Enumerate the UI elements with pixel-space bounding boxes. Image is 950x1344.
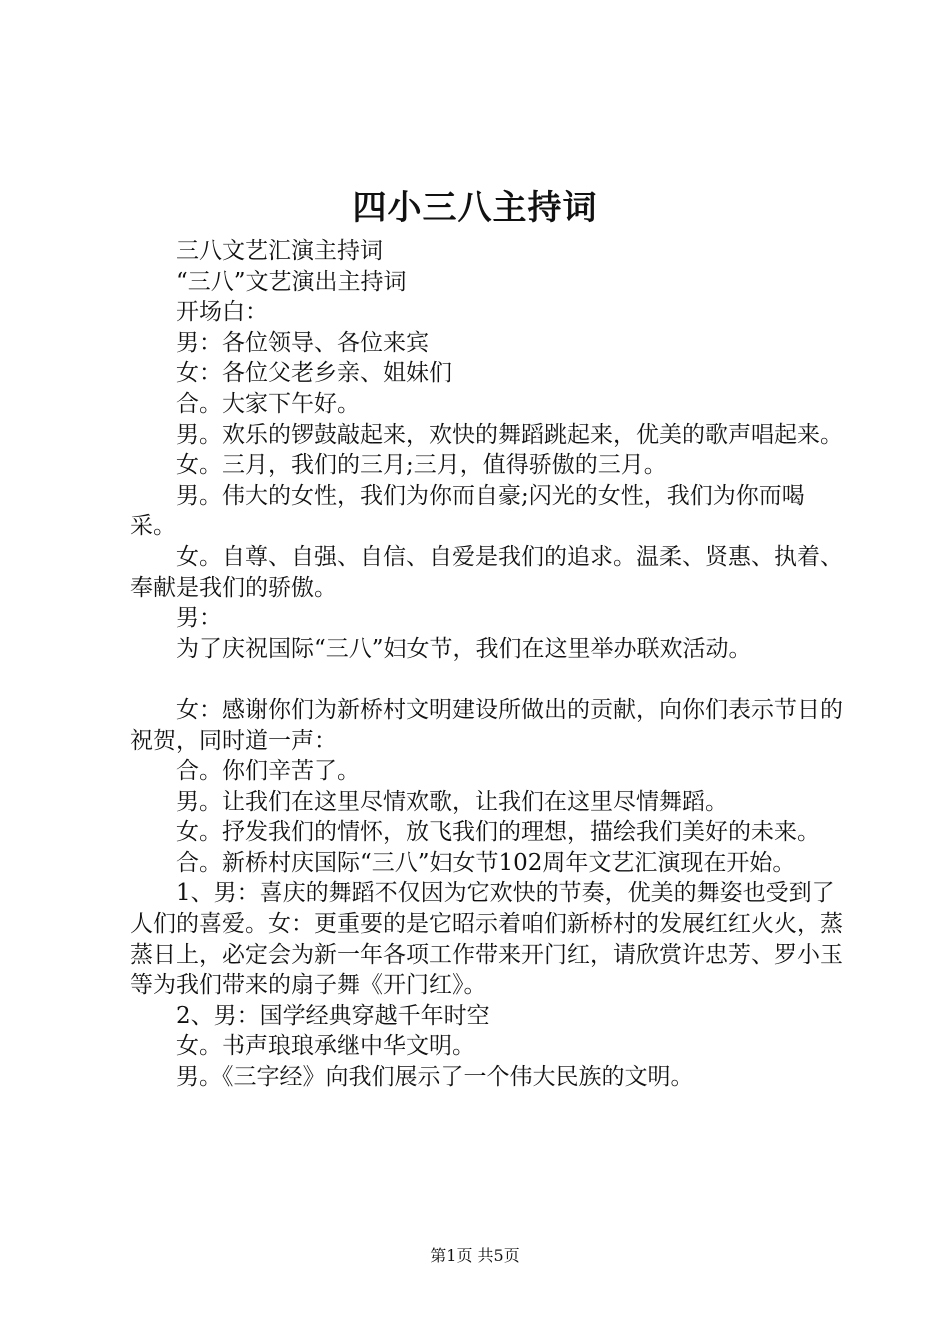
- paragraph: 男：各位领导、各位来宾: [176, 329, 429, 356]
- paragraph: “三八”文艺演出主持词: [176, 268, 407, 295]
- paragraph: 男。《三字经》向我们展示了一个伟大民族的文明。: [176, 1064, 694, 1091]
- paragraph: 女：感谢你们为新桥村文明建设所做出的贡献，向你们表示节日的祝贺，同时道一声：: [130, 696, 843, 754]
- paragraph: 合。新桥村庆国际“三八”妇女节102周年文艺汇演现在开始。: [176, 849, 796, 876]
- paragraph: 开场白：: [176, 299, 268, 326]
- paragraph: 1、男：喜庆的舞蹈不仅因为它欢快的节奏，优美的舞姿也受到了人们的喜爱。女：更重要的是它昭示着咱们新桥村的发展红红火火，蒸蒸日上，必定会为新一年各项工作带来开门红，请欣赏许忠芳、罗小玉等为我们带来的扇子舞《开门红》。: [130, 880, 843, 999]
- paragraph: 女。自尊、自强、自信、自爱是我们的追求。温柔、贤惠、执着、奉献是我们的骄傲。: [130, 543, 843, 601]
- paragraph: 三八文艺汇演主持词: [176, 238, 383, 264]
- paragraph: 女：各位父老乡亲、姐妹们: [176, 360, 452, 387]
- document-body: [130, 236, 845, 1093]
- document-title: 四小三八主持词: [352, 188, 598, 228]
- paragraph: 合。大家下午好。: [176, 390, 360, 417]
- paragraph: 合。你们辛苦了。: [176, 758, 360, 785]
- paragraph: 男。欢乐的锣鼓敲起来，欢快的舞蹈跳起来，优美的歌声唱起来。: [176, 421, 843, 448]
- paragraph: 男。让我们在这里尽情欢歌，让我们在这里尽情舞蹈。: [176, 788, 728, 815]
- paragraph: 男。伟大的女性，我们为你而自豪;闪光的女性，我们为你而喝采。: [130, 482, 805, 540]
- paragraph: 为了庆祝国际“三八”妇女节，我们在这里举办联欢活动。: [176, 635, 752, 662]
- paragraph: 女。抒发我们的情怀，放飞我们的理想，描绘我们美好的未来。: [176, 819, 820, 846]
- paragraph: 女。三月，我们的三月;三月，值得骄傲的三月。: [176, 452, 667, 479]
- paragraph: 2、男：国学经典穿越千年时空: [176, 1002, 490, 1029]
- paragraph: 女。书声琅琅承继中华文明。: [176, 1033, 475, 1060]
- page-footer: 第1页 共5页: [430, 1246, 520, 1265]
- paragraph: 男：: [176, 605, 222, 632]
